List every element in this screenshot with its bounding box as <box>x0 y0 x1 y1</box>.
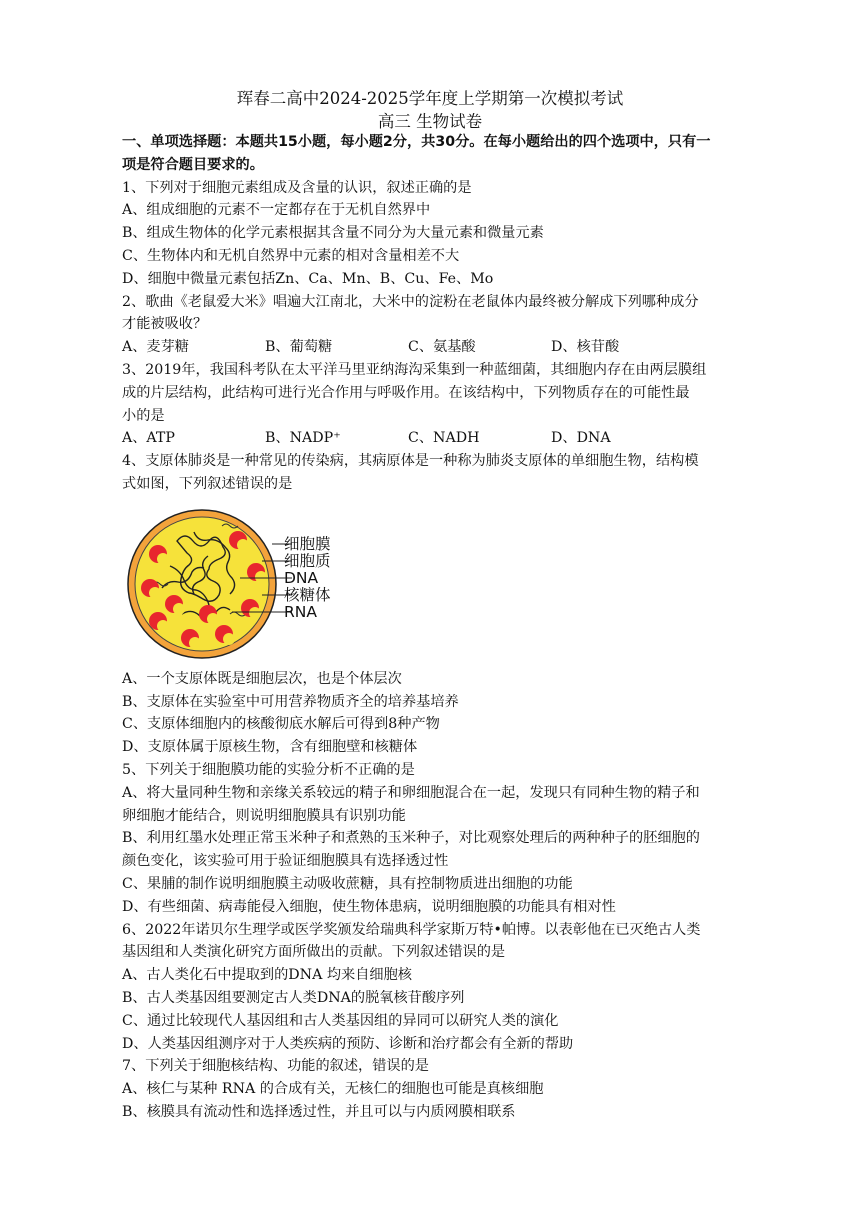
label-ribosome: 核糖体 <box>284 585 331 604</box>
q2-option-c: C、氨基酸 <box>408 339 476 356</box>
q3-stem-line1: 3、2019年，我国科考队在太平洋马里亚纳海沟采集到一种蓝细菌，其细胞内存在由两层膜组 <box>122 361 707 378</box>
section-heading-line1: 一、单项选择题：本题共15小题，每小题2分，共30分。在每小题给出的四个选项中，只有一 <box>122 134 711 150</box>
q2-options <box>122 336 742 359</box>
q5-option-b-line1: B、利用红墨水处理正常玉米种子和煮熟的玉米种子，对比观察处理后的两种种子的胚细胞的 <box>122 830 700 847</box>
q2-option-a: A、麦芽糖 <box>122 339 189 356</box>
q7-option-a: A、核仁与某种 RNA 的合成有关，无核仁的细胞也可能是真核细胞 <box>122 1081 544 1098</box>
q6-stem-line2: 基因组和人类演化研究方面所做出的贡献。下列叙述错误的是 <box>122 944 506 961</box>
q5-option-c: C、果脯的制作说明细胞膜主动吸收蔗糖，具有控制物质进出细胞的功能 <box>122 875 573 892</box>
q5-option-a-line2: 卵细胞才能结合，则说明细胞膜具有识别功能 <box>122 807 406 824</box>
q4-option-d: D、支原体属于原核生物，含有细胞壁和核糖体 <box>122 739 418 756</box>
exam-title: 珲春二高中2024-2025学年度上学期第一次模拟考试 <box>236 89 624 108</box>
q3-option-d: D、DNA <box>551 430 611 447</box>
q6-option-c: C、通过比较现代人基因组和古人类基因组的异同可以研究人类的演化 <box>122 1012 559 1029</box>
q2-option-b: B、葡萄糖 <box>265 339 333 356</box>
q6-option-b: B、古人类基因组要测定古人类DNA的脱氧核苷酸序列 <box>122 989 465 1006</box>
q5-option-a-line1: A、将大量同种生物和亲缘关系较远的精子和卵细胞混合在一起，发现只有同种生物的精子和 <box>122 784 700 801</box>
exam-body <box>122 131 742 1124</box>
q3-options <box>122 427 742 450</box>
mycoplasma-figure <box>122 496 742 668</box>
q1-option-b: B、组成生物体的化学元素根据其含量不同分为大量元素和微量元素 <box>122 225 544 242</box>
label-cell-membrane: 细胞膜 <box>284 534 331 553</box>
q5-stem: 5、下列关于细胞膜功能的实验分析不正确的是 <box>122 761 415 778</box>
q3-option-b: B、NADP⁺ <box>265 430 341 447</box>
q1-option-a: A、组成细胞的元素不一定都存在于无机自然界中 <box>122 202 431 219</box>
section-heading-line2: 项是符合题目要求的。 <box>122 156 264 173</box>
label-cytoplasm: 细胞质 <box>284 551 331 570</box>
q3-option-c: C、NADH <box>408 430 480 447</box>
q4-stem-line2: 式如图，下列叙述错误的是 <box>122 475 293 492</box>
q6-option-a: A、古人类化石中提取到的DNA 均来自细胞核 <box>122 967 412 984</box>
q7-option-b: B、核膜具有流动性和选择透过性，并且可以与内质网膜相联系 <box>122 1103 516 1120</box>
q1-option-d: D、细胞中微量元素包括Zn、Ca、Mn、B、Cu、Fe、Mo <box>122 270 494 287</box>
label-dna: DNA <box>284 568 319 587</box>
q5-option-d: D、有些细菌、病毒能侵入细胞，使生物体患病，说明细胞膜的功能具有相对性 <box>122 898 616 915</box>
q1-stem: 1、下列对于细胞元素组成及含量的认识，叙述正确的是 <box>122 179 472 196</box>
q2-option-d: D、核苷酸 <box>551 339 620 356</box>
q2-stem-line2: 才能被吸收？ <box>122 316 208 333</box>
q5-option-b-line2: 颜色变化，该实验可用于验证细胞膜具有选择透过性 <box>122 853 449 870</box>
q3-stem-line2: 成的片层结构，此结构可进行光合作用与呼吸作用。在该结构中，下列物质存在的可能性最 <box>122 384 690 401</box>
q4-option-c: C、支原体细胞内的核酸彻底水解后可得到8种产物 <box>122 716 440 733</box>
q4-option-b: B、支原体在实验室中可用营养物质齐全的培养基培养 <box>122 693 459 710</box>
q3-stem-line3: 小的是 <box>122 407 165 424</box>
q4-option-a: A、一个支原体既是细胞层次，也是个体层次 <box>122 670 402 687</box>
q1-option-c: C、生物体内和无机自然界中元素的相对含量相差不大 <box>122 247 460 264</box>
mycoplasma-diagram <box>122 496 382 668</box>
q3-option-a: A、ATP <box>122 430 175 447</box>
q7-stem: 7、下列关于细胞核结构、功能的叙述，错误的是 <box>122 1058 429 1075</box>
label-rna: RNA <box>284 602 317 621</box>
q6-option-d: D、人类基因组测序对于人类疾病的预防、诊断和治疗都会有全新的帮助 <box>122 1035 574 1052</box>
q2-stem-line1: 2、歌曲《老鼠爱大米》唱遍大江南北，大米中的淀粉在老鼠体内最终被分解成下列哪种成分 <box>122 293 699 310</box>
q6-stem-line1: 6、2022年诺贝尔生理学或医学奖颁发给瑞典科学家斯万特•帕博。以表彰他在已灭绝古人类 <box>122 921 701 938</box>
exam-subtitle: 高三 生物试卷 <box>377 112 483 131</box>
q4-stem-line1: 4、支原体肺炎是一种常见的传染病，其病原体是一种称为肺炎支原体的单细胞生物，结构模 <box>122 453 699 470</box>
